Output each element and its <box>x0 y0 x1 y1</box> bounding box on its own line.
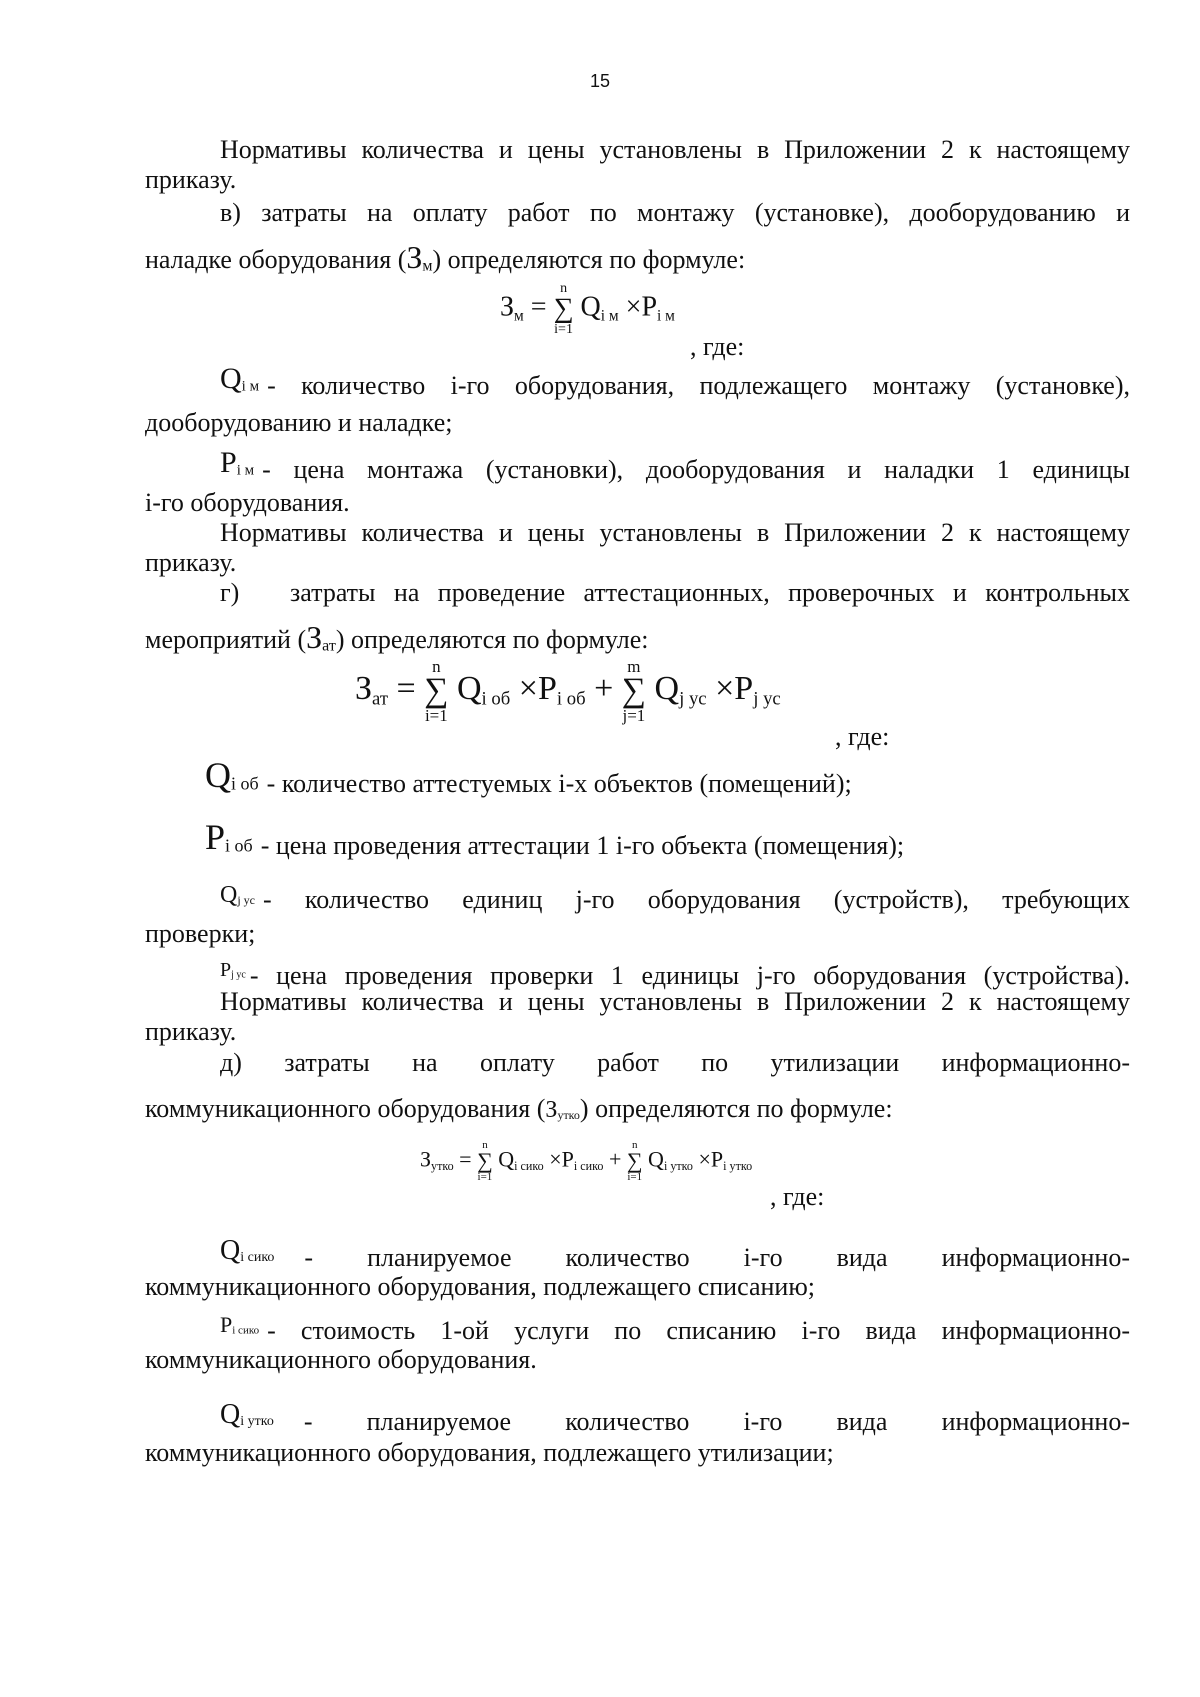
definition-text: - планируемое количество i-го вида информационно- <box>303 1407 1130 1437</box>
paragraph-line: приказу. <box>145 165 237 194</box>
paragraph-line: затраты на проведение аттестационных, проверочных и контрольных <box>290 578 1130 607</box>
paragraph-line: коммуникационного оборудования, подлежащего списанию; <box>145 1272 815 1301</box>
definition-text: - цена проведения проверки 1 единицы j-го оборудования (устройства). <box>249 960 1130 990</box>
symbol-z-m: $З_м$ <box>406 239 433 275</box>
definition-q-isko <box>220 1234 1130 1275</box>
paragraph-line: коммуникационного оборудования, подлежащего утилизации; <box>145 1438 834 1467</box>
symbol-z-at: $З_{ат}$ <box>306 619 336 655</box>
symbol-q-isko: $Q_{i сико}$ <box>220 1235 275 1266</box>
symbol-z-utko: $З_{утко}$ <box>545 1097 580 1123</box>
paragraph-line: в) затраты на оплату работ по монтажу (установке), дооборудованию и <box>220 198 1130 227</box>
symbol-q-iutko: $Q_{i утко}$ <box>220 1399 274 1430</box>
definition-text: - количество i-го оборудования, подлежащего монтажу (установке), <box>267 371 1130 401</box>
paragraph-line: дооборудованию и наладке; <box>145 408 453 437</box>
paragraph-line: приказу. <box>145 1017 237 1046</box>
inline-text: мероприятий ( <box>145 625 307 654</box>
sum-symbol: m ∑ j=1 <box>621 657 647 726</box>
definition-text: - стоимость 1-ой услуги по списанию i-го вида информационно- <box>267 1315 1130 1345</box>
paragraph-line <box>145 240 1130 283</box>
definition-q-iob <box>205 755 852 801</box>
inline-text: ) определяются по формуле: <box>432 245 746 274</box>
sum-symbol: n ∑ i=1 <box>626 1139 643 1183</box>
definition-text: - планируемое количество i-го вида информационно- <box>304 1243 1130 1273</box>
inline-text: ) определяются по формуле: <box>335 625 649 654</box>
sum-symbol: n ∑ i=1 <box>424 657 449 726</box>
symbol-q-jus: $Q_{j ус}$ <box>220 882 256 908</box>
formula-where: , где: <box>690 332 745 361</box>
formula-where: , где: <box>835 722 890 751</box>
paragraph-line <box>145 1092 1130 1132</box>
symbol-p-im: $P_{i м}$ <box>220 446 255 479</box>
sum-symbol: n ∑ i=1 <box>477 1139 493 1183</box>
definition-q-iutko <box>220 1398 1130 1439</box>
definition-p-isko <box>220 1308 1130 1348</box>
inline-text: коммуникационного оборудования ( <box>145 1094 546 1123</box>
paragraph-line: коммуникационного оборудования. <box>145 1345 537 1374</box>
paragraph-line: приказу. <box>145 548 237 577</box>
definition-text: - цена монтажа (установки), дооборудования и наладки 1 единицы <box>262 455 1130 485</box>
inline-text: наладке оборудования ( <box>145 245 407 274</box>
list-label: г) <box>220 578 240 607</box>
symbol-p-iob: $P_{i об}$ <box>205 817 253 857</box>
definition-text: - цена проведения аттестации 1 i-го объекта (помещения); <box>260 830 905 860</box>
sum-symbol: n ∑ i=1 <box>553 281 574 337</box>
formula-2: $З_{ат}$ = n ∑ i=1 $Q_{i об} \times P_{i об}$ + m ∑ j=1 $Q_{j ус} \times P_{j ус}$ <box>355 657 781 726</box>
formula-1: $З_м$ = n ∑ i=1 $Q_{i м} \times P_{i м}$ <box>500 281 675 337</box>
definition-p-im <box>220 446 1130 487</box>
formula-where: , где: <box>770 1182 825 1211</box>
paragraph-line: проверки; <box>145 919 256 948</box>
definition-text: - количество единиц j-го оборудования (устройств), требующих <box>263 884 1130 914</box>
formula-3: $З_{утко}$ = n ∑ i=1 $Q_{i сико} \times P_{i сико}$ + n ∑ i=1 $Q_{i утко} \times P_{i утко}$ <box>420 1139 753 1183</box>
symbol-q-iob: $Q_{i об}$ <box>205 755 259 795</box>
inline-text: ) определяются по формуле: <box>579 1094 893 1123</box>
definition-q-im <box>220 362 1130 403</box>
definition-text: - количество аттестуемых i-х объектов (помещений); <box>266 768 852 798</box>
paragraph-line: Нормативы количества и цены установлены в Приложении 2 к настоящему <box>220 987 1130 1016</box>
symbol-p-jus: $P_{j ус}$ <box>220 959 246 981</box>
paragraph-line: Нормативы количества и цены установлены в Приложении 2 к настоящему <box>220 135 1130 164</box>
definition-p-iob <box>205 817 905 863</box>
symbol-q-im: $Q_{i м}$ <box>220 362 260 395</box>
symbol-p-isko: $P_{i сико}$ <box>220 1312 260 1337</box>
page-number: 15 <box>589 71 611 91</box>
paragraph-line: Нормативы количества и цены установлены в Приложении 2 к настоящему <box>220 518 1130 547</box>
definition-q-jus <box>220 878 1130 917</box>
paragraph-line: д) затраты на оплату работ по утилизации информационно- <box>220 1048 1130 1077</box>
paragraph-line: i-го оборудования. <box>145 488 350 517</box>
